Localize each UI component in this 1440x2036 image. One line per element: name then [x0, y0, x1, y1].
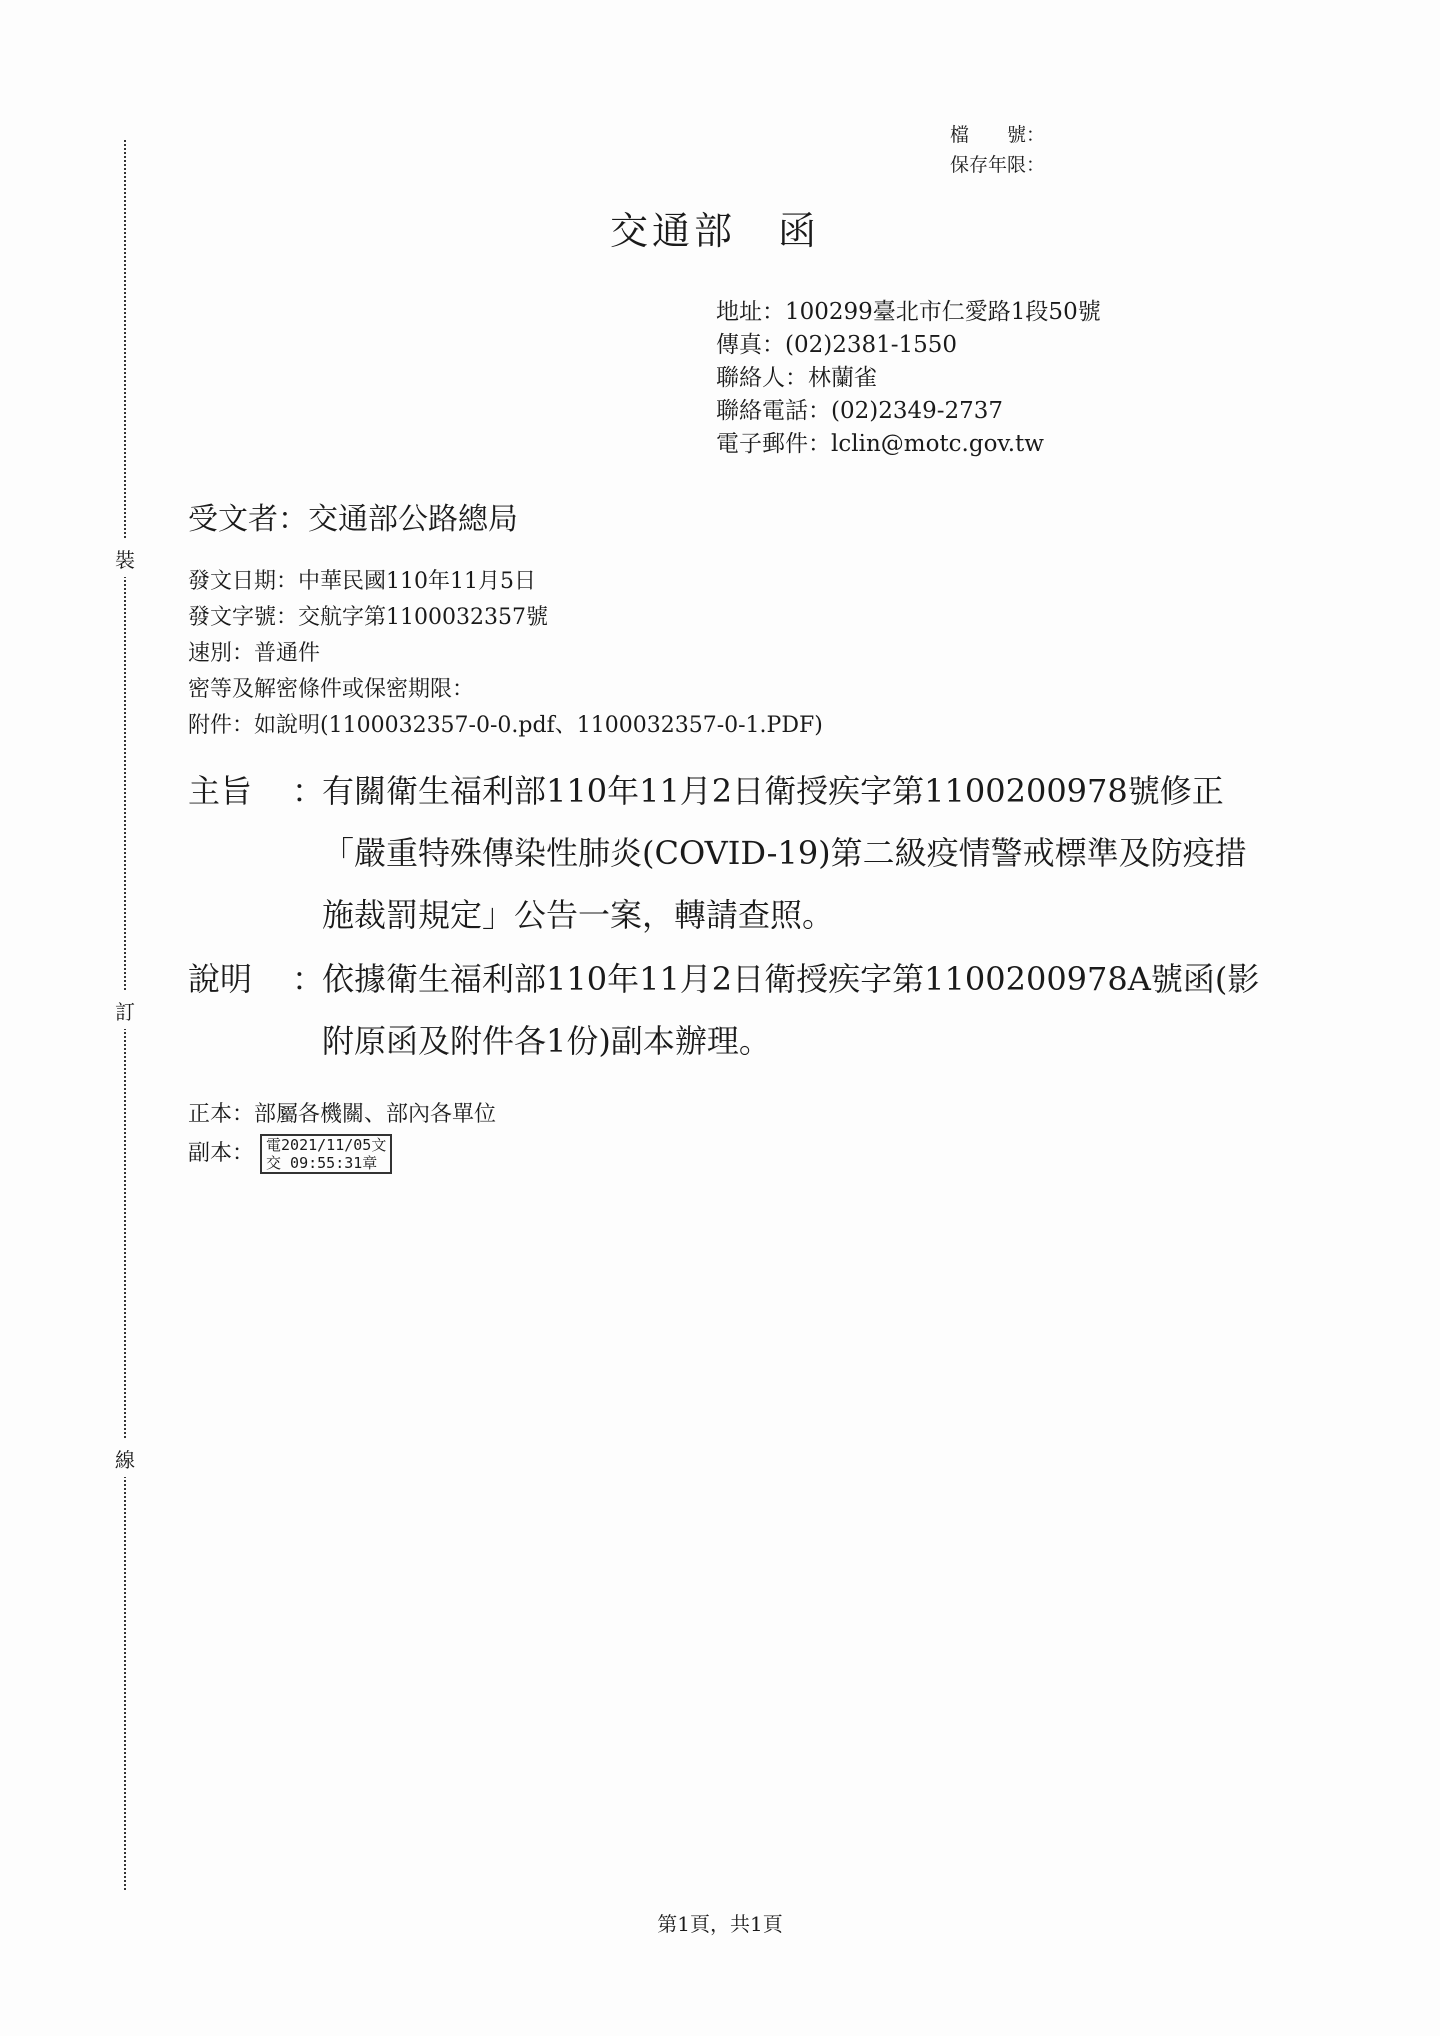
- subject-text: 有關衛生福利部110年11月2日衛授疾字第1100200978號修正「嚴重特殊傳染性肺炎(COVID-19)第二級疫情警戒標準及防疫措施裁罰規定」公告一案，轉請查照。: [322, 772, 1247, 934]
- original-recipients-line: 正本：部屬各機關、部內各單位: [188, 1102, 497, 1127]
- copy-label: 副本：: [188, 1141, 255, 1166]
- phone-line: 聯絡電話：(02)2349-2737: [716, 398, 1004, 424]
- subject-colon: ：: [292, 772, 325, 810]
- retention-period-label: 保存年限：: [950, 154, 1046, 176]
- binding-char-middle: 訂: [112, 992, 138, 1029]
- binding-char-bottom: 線: [112, 1440, 138, 1477]
- recipient-line: 受文者：交通部公路總局: [188, 502, 518, 537]
- contact-person-line: 聯絡人：林蘭雀: [716, 365, 877, 391]
- subject-label: 主旨: [188, 772, 253, 810]
- address-line: 地址：100299臺北市仁愛路1段50號: [716, 299, 1101, 325]
- binding-char-top: 裝: [112, 540, 138, 577]
- document-info-block: [188, 564, 823, 744]
- distribution-block: [188, 1096, 496, 1174]
- file-meta: [950, 120, 1045, 180]
- explanation-section: [188, 948, 1272, 1072]
- copy-recipients-line: [188, 1134, 496, 1174]
- document-title: 交通部 函: [609, 209, 820, 253]
- issue-date-line: 發文日期：中華民國110年11月5日: [188, 569, 536, 594]
- fax-line: 傳真：(02)2381-1550: [716, 332, 958, 358]
- stamp-line-1: 電2021/11/05文: [266, 1136, 387, 1154]
- secrecy-line: 密等及解密條件或保密期限：: [188, 677, 475, 702]
- contact-block: [716, 296, 1101, 461]
- stamp-line-2: 交 09:55:31章: [266, 1154, 378, 1172]
- document-number-line: 發文字號：交航字第1100032357號: [188, 605, 548, 630]
- explanation-text: 依據衛生福利部110年11月2日衛授疾字第1100200978A號函(影附原函及附件各1份)副本辦理。: [322, 960, 1260, 1060]
- explanation-label: 說明: [188, 960, 253, 998]
- attachment-line: 附件：如說明(1100032357-0-0.pdf、1100032357-0-1.PDF): [188, 713, 823, 738]
- explanation-colon: ：: [292, 960, 325, 998]
- email-line: 電子郵件：lclin@motc.gov.tw: [716, 431, 1044, 457]
- subject-section: [188, 760, 1272, 946]
- electronic-stamp: [260, 1134, 392, 1174]
- file-number-label: 檔 號：: [950, 124, 1046, 146]
- page-number: 第1頁，共1頁: [657, 1912, 783, 1936]
- speed-line: 速別：普通件: [188, 641, 321, 666]
